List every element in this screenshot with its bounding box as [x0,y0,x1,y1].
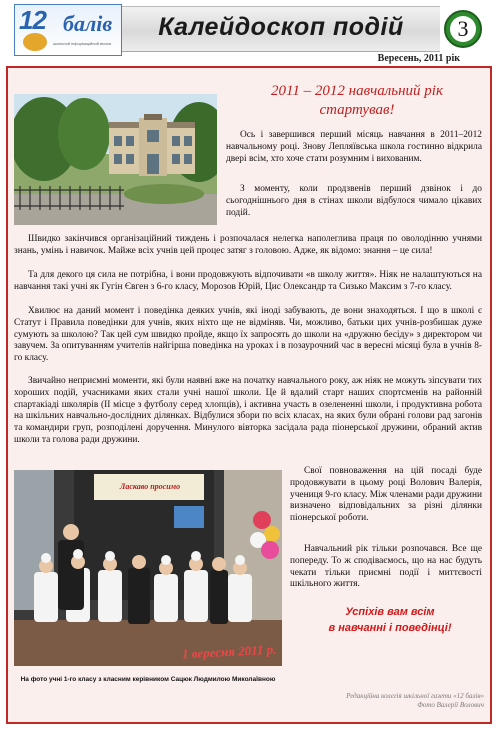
class-photo [14,470,282,666]
body-paragraph-3: Хвилює на даний момент і поведінка деяких учнів, які іноді забувають, де вони знаходяться. І що в школі є Статут і Правила поведінки для учнів, яких ніхто ще не відміняв. Чи, можливо, батьки цих учнів-розбишак дуже сумують за школою? Так цей сум швидко пройде, якщо їх запросять до школи на «дружню бесіду» з директором чи завучем. За опитуванням учителів найгірша поведінка на уроках і в позаурочний час в вересні місяці була в учнів 8-го класу. [14,306,482,364]
photo-caption: На фото учні 1-го класу з класним керівником Сацюк Людмилою Миколаївною [20,676,276,683]
right-column-paragraph-2: Навчальний рік тільки розпочався. Все ще попереду. То ж сподіваємось, що на нас будуть чекати тільки приємні події і миттєвості шкільного життя. [290,544,482,590]
slogan-line-2: в навчанні і поведінці! [328,622,452,634]
photo-date-stamp: 1 вересня 2011 р. [181,641,277,662]
class-photo-illustration [14,470,282,666]
issue-number: 3 [450,16,476,42]
newspaper-header [0,0,498,68]
school-building-photo [14,94,217,225]
issue-date: Вересень, 2011 рік [377,53,460,64]
logo-word: балів [63,11,113,36]
logo-number: 12 [19,5,46,35]
issue-badge [444,10,482,48]
logo-subtitle: шкільний інформаційний вісник [53,41,112,46]
page-title: Калейдоскоп подій [158,13,404,41]
intro-paragraph-2: З моменту, коли продзвенів перший дзвінок і до сьогоднішнього дня в стінах школи відбулося чимало цікавих подій. [226,184,482,218]
title-banner [122,6,440,52]
photo-credit: Фото Валерії Волович [417,701,484,709]
body-paragraph-1: Швидко закінчився організаційний тиждень і розпочалася нелегка наполеглива праця по оволодінню учнями знань, умінь і навичок. Майже всіх учнів цей процес затяг з головою. Адже, як відомо: знання – це сила! [14,234,482,256]
body-paragraph-2: Та для декого ця сила не потрібна, і вони продовжують відпочивати «в школу життя». Ніяк не налаштуються на навчання такі учні як Гугін Євген з 6-го класу, Морозов Юрій, Цис Олександр та Сизько Максим з 7-го класу. [14,270,482,292]
newspaper-logo [14,4,122,56]
school-building-illustration [14,94,217,225]
closing-slogan [300,604,480,636]
intro-paragraph-1: Ось і завершився перший місяць навчання в 2011–2012 навчальному році. Знову Лепляївська школа гостинно відкрила двері всім, хто хоче стати розумним і вихованим. [226,130,482,164]
editorial-credit: Редакційна колегія шкільної газети «12 балів» [346,692,484,700]
article-headline: 2011 – 2012 навчальний рік стартував! [271,83,443,118]
body-paragraph-4: Звичайно неприємні моменти, які були наявні вже на початку навчального року, аж ніяк не можуть зіпсувати тих хороших подій, учасниками яких стали учні нашої школи. Це й вдалий старт наших спортсменів на районній спартакіаді школярів (II місце з футболу серед хлопців), і активна участь в озелененні школи, і продуктивна робота на шкільних навчально-дослідних ділянках. Відбулися збори по всіх класах, на яких були обрані голови рад загонів та командири груп, розподілені доручення. Минулого вівторка засідала рада піонерської дружини, обраний актив школи та голова ради дружини. [14,376,482,445]
credits [346,692,484,710]
right-column-paragraph-1: Свої повноваження на цій посаді буде продовжувати в цьому році Волович Валерія, учениця 9-го класу. Між членами ради дружини визначено відповідальних за різні ділянки піонерської роботи. [290,466,482,524]
slogan-line-1: Успіхів вам всім [345,606,435,618]
welcome-board: Ласкаво просимо [119,482,181,491]
